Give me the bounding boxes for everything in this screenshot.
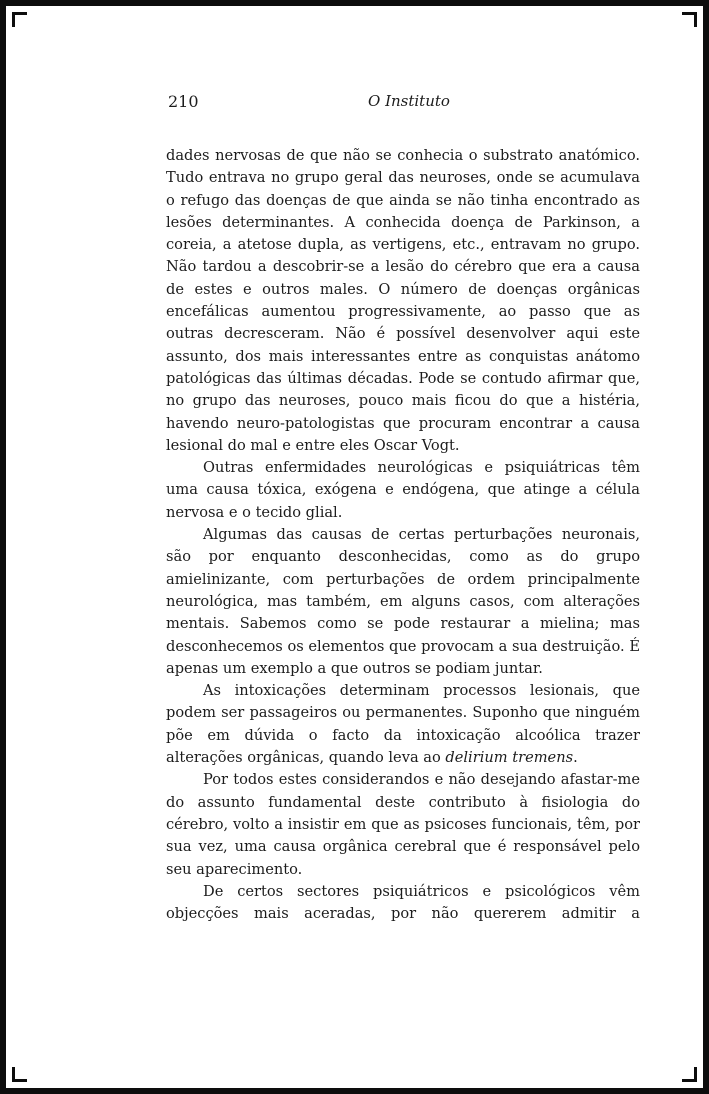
- body-text: [166, 145, 640, 925]
- paragraph: Outras enfermidades neurológicas e psiquiátricas têm uma causa tóxica, exógena e endógena, que atinge a célula nervosa e o tecido glial.: [166, 459, 640, 521]
- paragraph: As intoxicações determinam processos lesionais, que podem ser passageiros ou permanentes. Suponho que ninguém põe em dúvida o facto da intoxicação alcoólica trazer alterações orgânicas, quando leva ao delirium tremens.: [166, 682, 640, 767]
- paragraph-continues: De certos sectores psiquiátricos e psicológicos vêm objecções mais aceradas, por não quererem admitir a: [166, 882, 640, 923]
- italic-term: delirium tremens: [445, 749, 574, 767]
- paragraph-continuation: dades nervosas de que não se conhecia o substrato anatómico. Tudo entrava no grupo geral das neuroses, onde se acumulava o refugo das doenças de que ainda se não tinha encontrado as lesões determinantes. A conhecida doença de Parkinson, a coreia, a atetose dupla, as vertigens, etc., entravam no grupo. Não tardou a descobrir-se a lesão do cérebro que era a causa de estes e outros males. O número de doenças orgânicas encefálicas aumentou progressivamente, ao passo que as outras decresceram. Não é possível desenvolver aqui este assunto, dos mais interessantes entre as conquistas anátomo patológicas das últimas décadas. Pode se contudo afirmar que, no grupo das neuroses, pouco mais ficou do que a histéria, havendo neuro-patologistas que procuram encontrar a causa lesional do mal e entre eles Oscar Vogt.: [166, 147, 640, 454]
- page-header: [168, 92, 640, 116]
- crop-mark-bottom-right: [682, 1067, 697, 1082]
- paragraph: Algumas das causas de certas perturbações neuronais, são por enquanto desconhecidas, como as do grupo amielinizante, com perturbações de ordem principalmente neurológica, mas também, em alguns casos, com alterações mentais. Sabemos como se pode restaurar a mielina; mas desconhecemos os elementos que provocam a sua destruição. É apenas um exemplo a que outros se podiam juntar.: [166, 526, 640, 677]
- paragraph: Por todos estes considerandos e não desejando afastar-me do assunto fundamental deste contributo à fisiologia do cérebro, volto a insistir em que as psicoses funcionais, têm, por sua vez, uma causa orgânica cerebral que é responsável pelo seu aparecimento.: [166, 771, 640, 878]
- page-number: 210: [168, 92, 199, 111]
- running-title: O Instituto: [368, 92, 450, 110]
- crop-mark-top-right: [682, 12, 697, 27]
- crop-mark-bottom-left: [12, 1067, 27, 1082]
- crop-mark-top-left: [12, 12, 27, 27]
